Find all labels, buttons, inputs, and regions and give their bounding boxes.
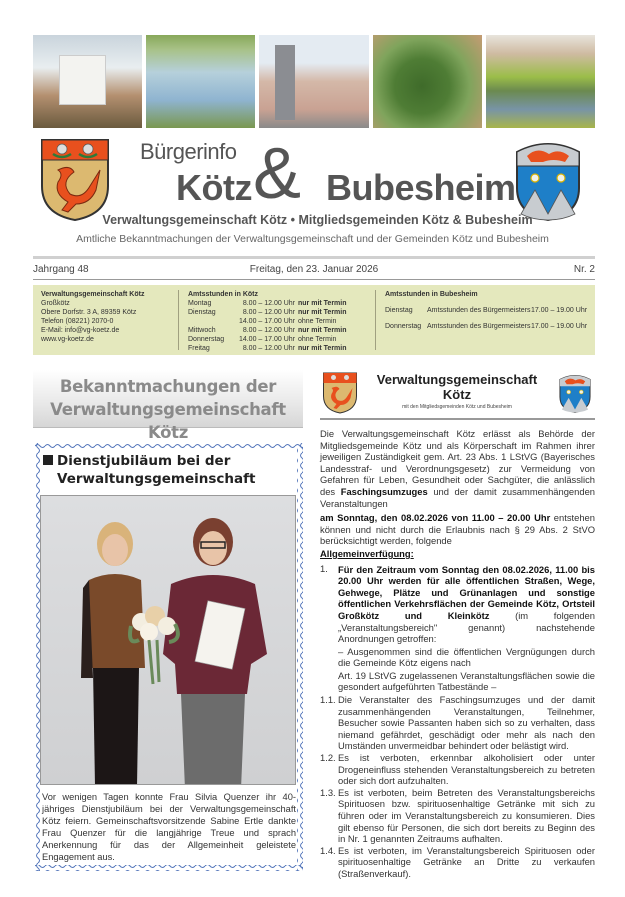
article-title-line1: Dienstjubiläum bei der: [57, 453, 231, 469]
issue-date: Freitag, den 23. Januar 2026: [249, 263, 379, 275]
hours-day: Dienstag: [188, 309, 216, 316]
item-number: 1.3.: [320, 786, 336, 798]
masthead: [0, 133, 625, 253]
vg-title-line2: Kötz: [442, 387, 472, 402]
item-number: 1.: [320, 562, 328, 574]
publication-title-koetz: Kötz: [176, 167, 252, 208]
koetz-hours-block: [188, 290, 368, 353]
hours-time: 8.00 – 12.00 Uhr: [242, 309, 295, 316]
contact-email[interactable]: E-Mail: info@vg-koetz.de: [41, 327, 120, 334]
issue-bar: [33, 256, 595, 280]
hours-row: [188, 335, 368, 344]
contact-line: Großkötz: [41, 300, 70, 307]
hours-time: 8.00 – 12.00 Uhr: [242, 327, 295, 334]
section-heading: [33, 370, 303, 442]
bubesheim-hours-heading: Amtsstunden in Bubesheim: [385, 291, 478, 298]
bubesheim-coat-of-arms-icon: [513, 138, 583, 222]
column-divider: [178, 290, 179, 350]
flower-bouquet: [119, 596, 189, 686]
article-title: [43, 452, 293, 488]
contact-name: Verwaltungsgemeinschaft Kötz: [41, 291, 145, 298]
hours-note: nur mit Termin: [298, 309, 347, 316]
hours-time: 17.00 – 19.00 Uhr: [531, 323, 588, 330]
hours-day: Donnerstag: [188, 336, 225, 343]
decree-intro: Die Verwaltungsgemeinschaft Kötz erlässt als Behörde der Mitgliedsgemeinde Kötz und als Körperschaft im Rahmen ihrer jeweiligen Zuständigkeit gem. Art. 23 Abs. 1 LStVG (Bayerisches Landesstraf- und Verordnungsgesetz) zur Vermeidung von Gefahren für Leben, Gesundheit oder Sachgüter, die anlässlich des Faschingsumzuges und der damit zusammenhängenden Veranstaltungen: [320, 428, 595, 509]
vg-title: [362, 372, 552, 402]
hours-time: 14.00 – 17.00 Uhr: [238, 336, 295, 343]
hours-note: nur mit Termin: [298, 300, 347, 307]
hours-note: ohne Termin: [298, 336, 337, 343]
hours-row: [188, 317, 368, 326]
issue-number: Nr. 2: [573, 263, 595, 275]
hours-row: [385, 322, 590, 331]
decree-subitem: [320, 694, 595, 752]
hours-time: 8.00 – 12.00 Uhr: [242, 345, 295, 352]
pond-photo: [146, 35, 255, 128]
item-text: Es ist verboten, im Veranstaltungsbereich Spirituosen oder spirituosenhaltige Getränke an Dritte zu verkaufen (Straßenverkauf).: [338, 844, 595, 879]
contact-phone: Telefon (08221) 2070-0: [41, 318, 114, 325]
hours-row: [188, 326, 368, 335]
hours-row: [385, 306, 590, 315]
koetz-coat-of-arms-icon: [40, 138, 110, 222]
office-info-box: [33, 285, 595, 355]
hours-day: Donnerstag: [385, 323, 422, 330]
article-anniversary: [35, 443, 303, 871]
contact-address: Obere Dorfstr. 3 A, 89359 Kötz: [41, 309, 137, 316]
hours-description: Amtsstunden des Bürgermeisters: [427, 307, 531, 314]
item-number: 1.1.: [320, 694, 336, 706]
decree-text: [320, 428, 595, 880]
decree-heading: Allgemeinverfügung:: [320, 547, 414, 559]
hours-day: Freitag: [188, 345, 210, 352]
publication-title-small: Bürgerinfo: [140, 139, 237, 164]
decree-subitem: [320, 845, 595, 880]
hours-day: [188, 317, 236, 326]
exception-text: Art. 19 LStVG zugelassenen Veranstaltungsflächen sowie die gesondert aufgeführten Tatbestände –: [338, 669, 595, 693]
contact-block: [41, 290, 171, 344]
decree-date: am Sonntag, den 08.02.2026 von 11.00 – 20.00 Uhr entstehen können und nicht durch die Erlaubnis nach § 29 Abs. 2 StVO berücksichtigt werden, folgende: [320, 512, 595, 547]
item-text: Es ist verboten, beim Betreten des Veranstaltungsbereichs Spirituosen bzw. spirituosenhaltige Getränke mit sich zu führen oder im Veranstaltungsbereich zu konsumieren. Dies gilt ebenso für Personen, die sich dort bereits zu Beginn des in Nr. 1 genannten Zeitraums aufhalten.: [338, 786, 595, 845]
wayside-cross-photo: [373, 35, 482, 128]
hours-day: Dienstag: [385, 307, 413, 314]
item-text: Es ist verboten, erkennbar alkoholisiert oder unter Drogeneinfluss stehenden Veranstaltungsbereich zu betreten oder sich dort aufzuhalten.: [338, 752, 595, 787]
hours-note: ohne Termin: [298, 318, 337, 325]
bubesheim-coat-of-arms-icon: [558, 372, 592, 414]
issue-volume: Jahrgang 48: [33, 263, 89, 275]
publication-title-bubesheim: Bubesheim: [326, 167, 516, 208]
hours-description: Amtsstunden des Bürgermeisters: [427, 323, 531, 330]
vg-title-line1: Verwaltungsgemeinschaft: [376, 372, 538, 387]
koetz-coat-of-arms-icon: [322, 372, 358, 414]
section-heading-line1: Bekanntmachungen der: [59, 377, 277, 396]
bubesheim-hours-block: [385, 290, 590, 331]
decree-subitem: [320, 752, 595, 787]
hours-row: [188, 308, 368, 317]
castle-photo: [33, 35, 142, 128]
hours-row: [188, 344, 368, 353]
hours-day: Montag: [188, 300, 212, 307]
article-body: Vor wenigen Tagen konnte Frau Silvia Quenzer ihr 40-jähriges Dienstjubiläum bei der Verwaltungsgemeinschaft Kötz feiern. Gemeinschaftsvorsitzende Sabine Ertle dankte Frau Quenzer für die langjährige Treue und sprach Anerkennung für das der Allgemeinheit geleistete Engagement aus.: [42, 792, 296, 862]
koetz-hours-heading: Amtsstunden in Kötz: [188, 291, 258, 298]
hours-note: nur mit Termin: [298, 327, 347, 334]
item-number: 1.4.: [320, 844, 336, 856]
anniversary-photo: [40, 495, 296, 785]
hours-note: nur mit Termin: [298, 345, 347, 352]
bullet-square-icon: [43, 455, 53, 465]
hours-row: [188, 299, 368, 308]
title-ampersand: &: [253, 134, 302, 214]
column-divider: [375, 290, 376, 350]
hours-time: 14.00 – 17.00 Uhr: [238, 318, 295, 325]
vg-subtitle: mit den Mitgliedsgemeinden Kötz und Bubesheim: [402, 404, 512, 410]
item-text: Die Veranstalter des Faschingsumzuges und der damit zusammenhängenden Veranstaltungen, Teilnehmer, Besucher sowie Passanten haben sich so zu verhalten, dass niemand gefährdet, geschädigt oder mehr als nach den Umständen unvermeidbar behindert oder belästigt wird.: [338, 694, 595, 752]
contact-website[interactable]: www.vg-koetz.de: [41, 336, 94, 343]
vg-letterhead: [320, 368, 595, 420]
exception-text: – Ausgenommen sind die öffentlichen Vergnügungen durch die Gemeinde Kötz eigens nach: [338, 645, 595, 669]
masthead-subtitle: Verwaltungsgemeinschaft Kötz • Mitgliedsgemeinden Kötz & Bubesheim: [102, 213, 533, 227]
masthead-tagline: Amtliche Bekanntmachungen der Verwaltungsgemeinschaft und der Gemeinden Kötz und Bubesheim: [76, 233, 549, 245]
hours-time: 8.00 – 12.00 Uhr: [242, 300, 295, 307]
header-photo-strip: [33, 35, 595, 128]
hours-day: Mittwoch: [188, 327, 216, 334]
item-number: 1.2.: [320, 752, 336, 764]
decree-item-1: 1. Für den Zeitraum vom Sonntag den 08.02.2026, 11.00 bis 20.00 Uhr werden für alle öffentlichen Straßen, Wege, Gehwege, Plätze und Grünanlagen und sonstige öffentlichen Verkehrsflächen der Gemeinde Kötz, Ortsteil Großkötz und Kleinkötz (im folgenden „Veranstaltungsbereich" genannt) nachstehende Anordnungen getroffen: – Ausgenommen sind die öffentlichen Vergnügungen durch die Gemeinde Kötz eigens nach Art. 19 LStVG zugelassenen Veranstaltungsflächen sowie die gesondert aufgeführten Tatbestände –: [320, 562, 595, 693]
decree-subitem: [320, 787, 595, 845]
stream-photo: [486, 35, 595, 128]
town-hall-photo: [259, 35, 368, 128]
hours-time: 17.00 – 19.00 Uhr: [531, 307, 588, 314]
article-title-line2: Verwaltungsgemeinschaft: [57, 471, 256, 487]
section-heading-line2: Verwaltungsgemeinschaft Kötz: [50, 400, 286, 442]
